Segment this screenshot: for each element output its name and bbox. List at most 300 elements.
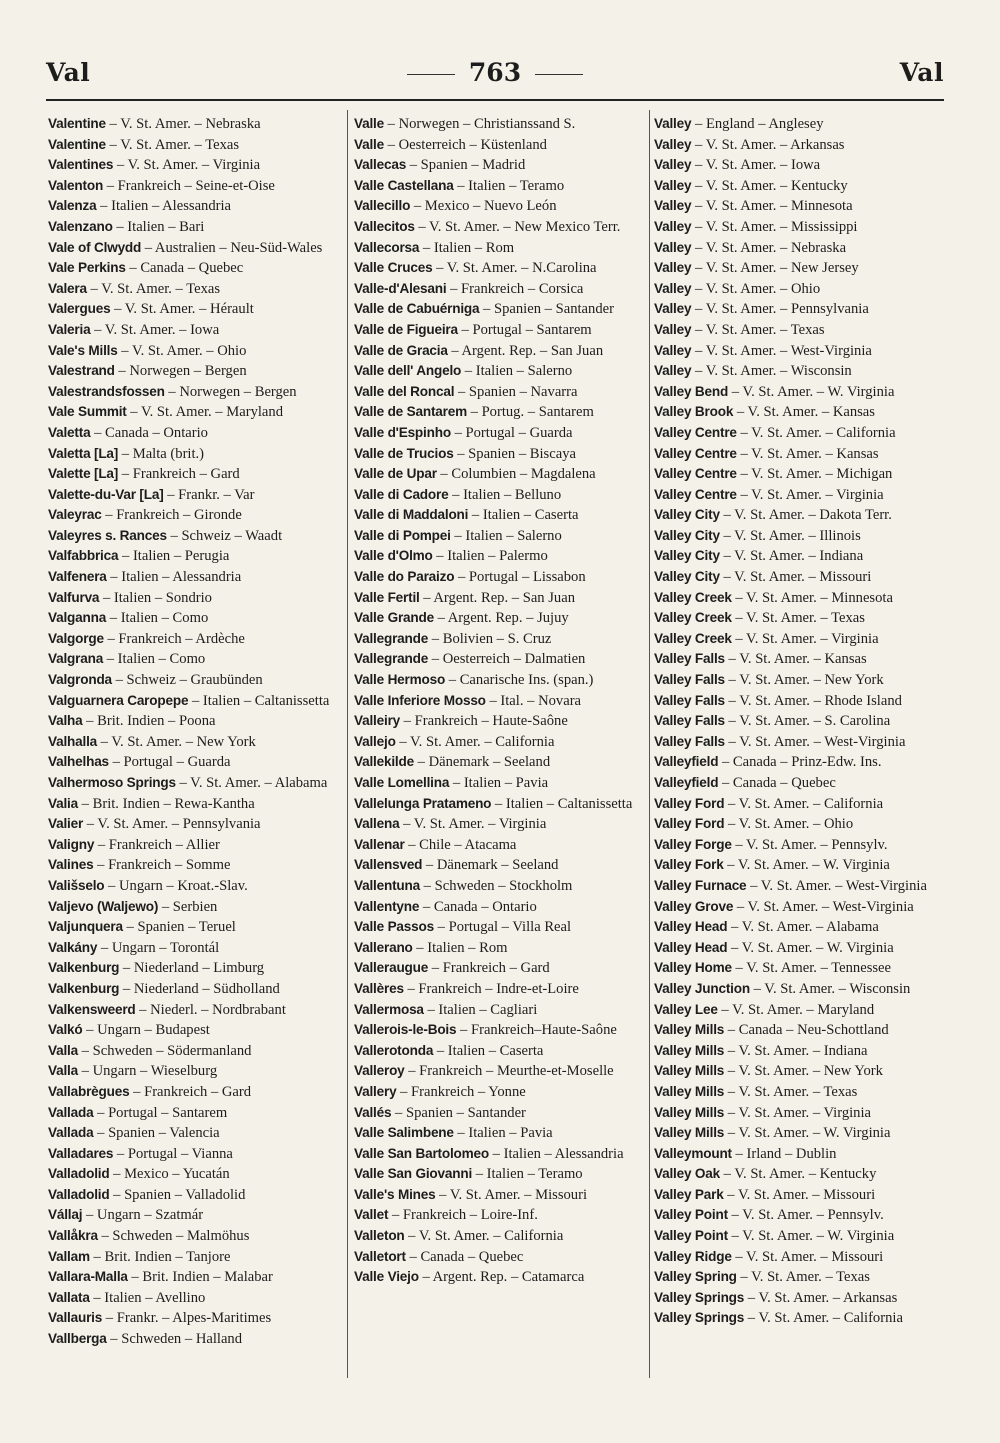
gazetteer-entry (48, 1164, 346, 1185)
entry-headword: Valle Inferiore Mosso (354, 692, 486, 708)
entry-headword: Valjevo (Waljewo) (48, 898, 159, 914)
gazetteer-entry (654, 567, 952, 588)
entry-headword: Valenzano (48, 218, 113, 234)
gazetteer-entry (654, 1061, 952, 1082)
gazetteer-entry (654, 1247, 952, 1268)
entry-headword: Vallauris (48, 1310, 103, 1326)
entry-headword: Valhelhas (48, 754, 109, 770)
gazetteer-entry (654, 341, 952, 362)
gazetteer-entry (48, 1247, 346, 1268)
entry-location: – Bolivien – S. Cruz (428, 630, 552, 647)
gazetteer-entry (354, 1061, 652, 1082)
gazetteer-entry (48, 629, 346, 650)
gazetteer-entry (654, 732, 952, 753)
entry-location: – V. St. Amer. – Pennsylvania (691, 301, 869, 318)
entry-headword: Valle Salimbene (354, 1125, 454, 1141)
entry-headword: Valley Grove (654, 898, 734, 914)
entry-location: – Serbien (158, 898, 218, 915)
entry-location: – V. St. Amer. – Missouri (435, 1186, 588, 1203)
gazetteer-entry (48, 135, 346, 156)
entry-headword: Valley City (654, 548, 720, 564)
entry-headword: Valley (654, 301, 692, 317)
entry-location: – V. St. Amer. – Missouri (723, 1186, 876, 1203)
entry-headword: Valla (48, 1042, 78, 1058)
gazetteer-entry (48, 588, 346, 609)
entry-headword: Valle Lomellina (354, 775, 450, 790)
gazetteer-entry (654, 1226, 952, 1247)
entry-headword: Valley Springs (654, 1289, 745, 1305)
gazetteer-entry (354, 855, 652, 876)
entry-headword: Valle's Mines (354, 1186, 436, 1202)
entry-headword: Vallensved (354, 857, 423, 873)
entry-headword: Vališselo (48, 877, 105, 893)
entry-location: – V. St. Amer. – Ohio (117, 342, 247, 359)
entry-headword: Valley Brook (654, 404, 734, 420)
gazetteer-entry (654, 629, 952, 650)
gazetteer-entry (354, 711, 652, 732)
entry-location: – Frankreich – Ardèche (103, 630, 245, 647)
entry-headword: Vallejo (354, 733, 396, 749)
entry-headword: Vallekilde (354, 754, 414, 770)
gazetteer-entry (354, 1247, 652, 1268)
entry-location: – Frankreich – Somme (93, 857, 231, 874)
entry-headword: Valkenburg (48, 960, 120, 976)
entry-location: – Canada – Neu-Schottland (724, 1022, 889, 1039)
entry-location: – Ital. – Novara (485, 692, 582, 709)
entry-location: – Italien – Pavia (453, 1125, 553, 1142)
entry-headword: Valentines (48, 157, 114, 173)
entry-location: – V. St. Amer. – Pennsylvania (83, 816, 261, 833)
entry-headword: Vallés (354, 1104, 392, 1120)
entry-location: – Portugal – Guarda (450, 424, 573, 441)
entry-headword: Valle Hermoso (354, 672, 446, 688)
entry-headword: Valeria (48, 321, 91, 337)
entry-location: – V. St. Amer. – Hérault (110, 301, 254, 318)
entry-headword: Valley (654, 260, 692, 276)
gazetteer-entry (48, 1020, 346, 1041)
gazetteer-entry (354, 608, 652, 629)
entry-location: – V. St. Amer. – Minnesota (691, 198, 853, 215)
gazetteer-entry (48, 1041, 346, 1062)
entry-headword: Valette-du-Var [La] (48, 486, 164, 502)
entry-location: – Spanien – Santander (391, 1104, 526, 1121)
gazetteer-entry (354, 670, 652, 691)
gazetteer-entry (654, 320, 952, 341)
entry-headword: Valley Centre (654, 486, 737, 502)
entry-location: – V. St. Amer. – W. Virginia (727, 1228, 895, 1245)
entry-location: – V. St. Amer. – Arkansas (744, 1289, 898, 1306)
gazetteer-entry (654, 526, 952, 547)
entry-headword: Valkó (48, 1022, 83, 1038)
gazetteer-entry (654, 835, 952, 856)
gazetteer-entry (48, 1061, 346, 1082)
entry-location: – V. St. Amer. – Texas (731, 610, 865, 627)
entry-headword: Vallerotonda (354, 1042, 434, 1058)
entry-headword: Valle San Giovanni (354, 1166, 473, 1182)
gazetteer-entry (48, 1226, 346, 1247)
gazetteer-entry (354, 155, 652, 176)
entry-location: – Italien – Pavia (449, 775, 549, 791)
entry-headword: Valley Bend (654, 383, 729, 399)
entry-headword: Valley City (654, 569, 720, 585)
header-right-keyword: Val (899, 58, 944, 87)
entry-location: – Frankreich – Indre-et-Loire (403, 980, 579, 997)
entry-location: – Italien – Teramo (453, 177, 565, 194)
entry-headword: Valestrand (48, 363, 115, 379)
entry-headword: Valley Mills (654, 1125, 725, 1141)
entry-location: – Ungarn – Kroat.-Slav. (104, 877, 248, 894)
entry-headword: Valladolid (48, 1166, 110, 1182)
gazetteer-entry (654, 752, 952, 773)
gazetteer-entry (654, 691, 952, 712)
entry-location: – V. St. Amer. – Ohio (691, 280, 821, 297)
entry-headword: Valley (654, 157, 692, 173)
gazetteer-entry (654, 485, 952, 506)
gazetteer-entry (654, 1164, 952, 1185)
entry-headword: Valentine (48, 116, 106, 131)
entry-location: – Mexico – Yucatán (109, 1166, 230, 1183)
entry-headword: Valley Park (654, 1186, 724, 1202)
entry-location: – Frankreich – Corsica (446, 280, 584, 297)
entry-location: – Chile – Atacama (404, 836, 517, 853)
entry-headword: Valle di Maddaloni (354, 507, 469, 523)
entry-location: – Spanien – Valencia (93, 1125, 220, 1142)
header-dash-right (535, 74, 583, 75)
entry-location: – Schweden – Stockholm (420, 877, 573, 894)
gazetteer-entry (654, 1020, 952, 1041)
gazetteer-entry (354, 732, 652, 753)
gazetteer-entry (654, 217, 952, 238)
gazetteer-entry (354, 1082, 652, 1103)
gazetteer-entry (48, 526, 346, 547)
entry-headword: Valle Viejo (354, 1269, 419, 1285)
entry-location: – V. St. Amer. – Texas (724, 1083, 858, 1100)
gazetteer-entry (48, 1288, 346, 1309)
entry-location: – Italien – Caltanissetta (491, 795, 633, 812)
gazetteer-entry (354, 897, 652, 918)
entry-headword: Vale Summit (48, 404, 127, 420)
entry-location: – Argent. Rep. – San Juan (447, 342, 604, 359)
entry-location: – Italien – Sondrio (99, 589, 212, 606)
entry-location: – Mexico – Nuevo León (410, 198, 557, 215)
entry-location: – Malta (brit.) (118, 445, 205, 462)
entry-headword: Valgronda (48, 672, 112, 688)
entry-headword: Vallecillo (354, 198, 411, 214)
entry-location: – Frankr. – Alpes-Maritimes (102, 1310, 272, 1327)
entry-headword: Vállaj (48, 1207, 83, 1223)
gazetteer-entry (354, 217, 652, 238)
gazetteer-entry (48, 835, 346, 856)
entry-location: – V. St. Amer. – Tennessee (731, 960, 892, 977)
entry-headword: Vale's Mills (48, 342, 118, 358)
gazetteer-entry (654, 196, 952, 217)
gazetteer-entry (48, 567, 346, 588)
gazetteer-entry (48, 217, 346, 238)
entry-location: – Brit. Indien – Rewa-Kantha (78, 795, 255, 812)
entry-location: – Italien – Alessandria (106, 569, 242, 586)
entry-headword: Vallam (48, 1248, 90, 1264)
entry-location: – V. St. Amer. – Arkansas (691, 136, 845, 153)
entry-location: – Canarische Ins. (span.) (445, 672, 594, 689)
entry-location: – Ungarn – Budapest (82, 1022, 210, 1039)
entry-location: – V. St. Amer. – California (736, 424, 896, 441)
entry-location: – Frankr. – Var (163, 486, 255, 503)
entry-headword: Valley City (654, 527, 720, 543)
entry-headword: Valestrandsfossen (48, 383, 165, 399)
gazetteer-entry (354, 279, 652, 300)
entry-location: – Italien – Cagliari (423, 1001, 538, 1018)
header-rule (46, 99, 944, 101)
gazetteer-entry (654, 773, 952, 794)
entry-headword: Valfabbrica (48, 548, 119, 564)
entry-headword: Valha (48, 713, 83, 729)
entry-headword: Valle de Trucios (354, 445, 454, 461)
entry-location: – Frankreich – Gironde (101, 507, 242, 524)
gazetteer-entry (654, 114, 952, 135)
entry-location: – V. St. Amer. – Maryland (717, 1001, 875, 1018)
header-left-keyword: Val (46, 58, 91, 87)
gazetteer-entry (654, 917, 952, 938)
gazetteer-entry (654, 505, 952, 526)
entry-headword: Valley Furnace (654, 877, 747, 893)
entry-location: – V. St. Amer. – Pennsylv. (731, 836, 888, 853)
entry-headword: Valeyrac (48, 507, 102, 523)
gazetteer-entry (354, 505, 652, 526)
entry-location: – Spanien – Navarra (454, 383, 578, 400)
gazetteer-entry (354, 196, 652, 217)
gazetteer-entry (48, 1267, 346, 1288)
entry-headword: Vallery (354, 1083, 397, 1099)
entry-location: – Italien – Rom (419, 239, 515, 256)
entry-location: – V. St. Amer. – Michigan (736, 466, 893, 483)
entry-headword: Valley (654, 116, 692, 131)
gazetteer-entry (48, 1308, 346, 1329)
gazetteer-entry (654, 1082, 952, 1103)
entry-location: – Frankreich – Gard (129, 1083, 252, 1100)
entry-headword: Vallet (354, 1207, 389, 1223)
column-3 (654, 114, 952, 1329)
entry-location: – Australien – Neu-Süd-Wales (141, 239, 323, 256)
entry-location: – V. St. Amer. – Wisconsin (691, 363, 852, 380)
entry-location: – V. St. Amer. – West-Virginia (746, 877, 927, 894)
gazetteer-entry (654, 979, 952, 1000)
gazetteer-entry (354, 485, 652, 506)
entry-headword: Valle San Bartolomeo (354, 1145, 490, 1161)
gazetteer-entry (654, 608, 952, 629)
entry-headword: Valenza (48, 198, 97, 214)
gazetteer-entry (654, 855, 952, 876)
column-1 (48, 114, 346, 1350)
entry-headword: Valley Junction (654, 980, 750, 996)
entry-headword: Valle de Figueira (354, 321, 458, 337)
entry-location: – Spanien – Madrid (406, 157, 526, 174)
gazetteer-entry (354, 979, 652, 1000)
entry-location: – V. St. Amer. – Minnesota (731, 589, 893, 606)
gazetteer-entry (48, 855, 346, 876)
gazetteer-entry (48, 176, 346, 197)
gazetteer-entry (354, 238, 652, 259)
entry-location: – V. St. Amer. – Iowa (691, 157, 821, 174)
gazetteer-entry (354, 135, 652, 156)
entry-headword: Valle Passos (354, 919, 434, 935)
entry-location: – Schweden – Södermanland (78, 1042, 252, 1059)
entry-location: – V. St. Amer. – W. Virginia (727, 939, 894, 956)
entry-headword: Valfurva (48, 589, 100, 605)
gazetteer-entry (654, 670, 952, 691)
entry-headword: Valia (48, 795, 78, 811)
entry-location: – V. St. Amer. – California (404, 1228, 564, 1245)
entry-headword: Valle del Roncal (354, 383, 455, 399)
gazetteer-entry (354, 320, 652, 341)
gazetteer-entry (354, 423, 652, 444)
entry-headword: Valley Springs (654, 1310, 745, 1326)
entry-location: – V. St. Amer. – Virginia (731, 630, 879, 647)
entry-location: – V. St. Amer. – New Jersey (691, 260, 859, 277)
entry-location: – Italien – Salerno (450, 527, 562, 544)
entry-headword: Vallara-Malla (48, 1269, 128, 1285)
gazetteer-entry (48, 1205, 346, 1226)
gazetteer-entry (654, 1000, 952, 1021)
entry-headword: Valley Oak (654, 1166, 721, 1182)
gazetteer-entry (48, 505, 346, 526)
entry-location: – Portugal – Santarem (457, 321, 592, 338)
entry-headword: Valier (48, 816, 84, 832)
entry-location: – V. St. Amer. – Maryland (126, 404, 283, 421)
gazetteer-entry (48, 1082, 346, 1103)
entry-location: – V. St. Amer. – Kentucky (720, 1166, 877, 1183)
entry-location: – Columbien – Magdalena (436, 466, 596, 483)
entry-headword: Valette [La] (48, 466, 119, 482)
gazetteer-entry (654, 464, 952, 485)
entry-location: – V. St. Amer. – New Mexico Terr. (414, 218, 621, 235)
gazetteer-entry (654, 382, 952, 403)
entry-location: – Canada – Ontario (419, 898, 537, 915)
entry-location: – V. St. Amer. – Wisconsin (749, 980, 911, 997)
entry-location: – Spanien – Biscaya (453, 445, 576, 462)
entry-headword: Valera (48, 280, 87, 296)
entry-location: – Italien – Rom (412, 939, 508, 956)
gazetteer-entry (354, 1103, 652, 1124)
gazetteer-entry (48, 876, 346, 897)
entry-location: – Canada – Quebec (405, 1248, 524, 1265)
gazetteer-entry (48, 464, 346, 485)
gazetteer-entry (354, 629, 652, 650)
gazetteer-entry (354, 752, 652, 773)
entry-location: – Italien – Alessandria (489, 1145, 624, 1162)
entry-headword: Valle-d'Alesani (354, 280, 447, 296)
entry-headword: Valladolid (48, 1186, 110, 1202)
gazetteer-entry (354, 794, 652, 815)
gazetteer-entry (354, 1041, 652, 1062)
entry-headword: Valhermoso Springs (48, 775, 176, 790)
column-2 (354, 114, 652, 1288)
entry-headword: Vallåkra (48, 1228, 98, 1244)
gazetteer-entry (354, 464, 652, 485)
entry-location: – Canada – Ontario (90, 424, 208, 441)
gazetteer-entry (354, 588, 652, 609)
gazetteer-entry (654, 814, 952, 835)
gazetteer-entry (48, 341, 346, 362)
gazetteer-entry (48, 752, 346, 773)
entry-location: – V. St. Amer. – Kansas (724, 651, 867, 668)
page-number-block (46, 58, 944, 87)
entry-headword: Valeyres s. Rances (48, 527, 167, 543)
entry-headword: Valley (654, 177, 692, 193)
entry-location: – Italien – Palermo (432, 548, 548, 565)
gazetteer-entry (654, 423, 952, 444)
gazetteer-entry (654, 402, 952, 423)
entry-location: – Schweiz – Graubünden (111, 672, 263, 689)
gazetteer-entry (48, 299, 346, 320)
entry-headword: Valleyfield (654, 775, 719, 790)
entry-headword: Valentine (48, 136, 106, 152)
gazetteer-entry (48, 402, 346, 423)
entry-location: – Italien – Como (106, 610, 209, 627)
entry-location: – Norwegen – Bergen (164, 383, 297, 400)
entry-location: – V. St. Amer. – Indiana (719, 548, 864, 565)
gazetteer-entry (654, 1308, 952, 1329)
entry-location: – V. St. Amer. – Nebraska (691, 239, 847, 256)
entry-location: – Norwegen – Bergen (114, 363, 247, 380)
entry-headword: Vallecorsa (354, 239, 420, 255)
gazetteer-entry (354, 299, 652, 320)
entry-location: – V. St. Amer. – W. Virginia (723, 857, 890, 874)
entry-headword: Valley Centre (654, 466, 737, 482)
header-dash-left (407, 74, 455, 75)
entry-headword: Valley Ridge (654, 1248, 732, 1264)
entry-location: – Ungarn – Torontál (97, 939, 220, 956)
entry-headword: Valkenburg (48, 980, 120, 996)
entry-headword: Valle dell' Angelo (354, 363, 462, 379)
entry-location: – Frankreich – Allier (94, 836, 220, 853)
gazetteer-entry (354, 876, 652, 897)
gazetteer-entry (354, 814, 652, 835)
entry-location: – Argent. Rep. – Catamarca (418, 1269, 585, 1286)
entry-location: – Italien – Bari (112, 218, 205, 235)
entry-headword: Valetta (48, 424, 91, 440)
entry-headword: Valleraugue (354, 960, 429, 976)
gazetteer-entry (354, 1020, 652, 1041)
entry-location: – V. St. Amer. – Illinois (719, 527, 861, 544)
entry-location: – Canada – Quebec (125, 260, 244, 277)
entry-location: – V. St. Amer. – N.Carolina (432, 260, 597, 277)
entry-headword: Valgorge (48, 630, 104, 646)
entry-location: – V. St. Amer. – New York (97, 733, 256, 750)
entry-location: – V. St. Amer. – West-Virginia (733, 898, 914, 915)
entry-headword: Valjunquera (48, 919, 123, 935)
entry-headword: Valle Castellana (354, 177, 454, 193)
entry-location: – V. St. Amer. – Missouri (731, 1248, 884, 1265)
entry-headword: Valla (48, 1063, 78, 1079)
gazetteer-entry (48, 485, 346, 506)
gazetteer-entry (48, 1329, 346, 1350)
entry-location: – Italien – Caltanissetta (188, 692, 330, 709)
entry-location: – Portugal – Vianna (113, 1145, 233, 1162)
entry-headword: Valley Falls (654, 651, 725, 667)
entry-headword: Vallerano (354, 939, 413, 955)
gazetteer-entry (654, 258, 952, 279)
gazetteer-entry (48, 238, 346, 259)
entry-headword: Valley Mills (654, 1063, 725, 1079)
entry-location: – V. St. Amer. – Virginia (736, 486, 884, 503)
gazetteer-entry (48, 1000, 346, 1021)
entry-headword: Vallentyne (354, 898, 420, 914)
gazetteer-entry (354, 773, 652, 794)
gazetteer-entry (354, 1185, 652, 1206)
entry-location: – V. St. Amer. – Alabama (727, 919, 879, 936)
entry-headword: Valley (654, 136, 692, 152)
gazetteer-entry (654, 794, 952, 815)
